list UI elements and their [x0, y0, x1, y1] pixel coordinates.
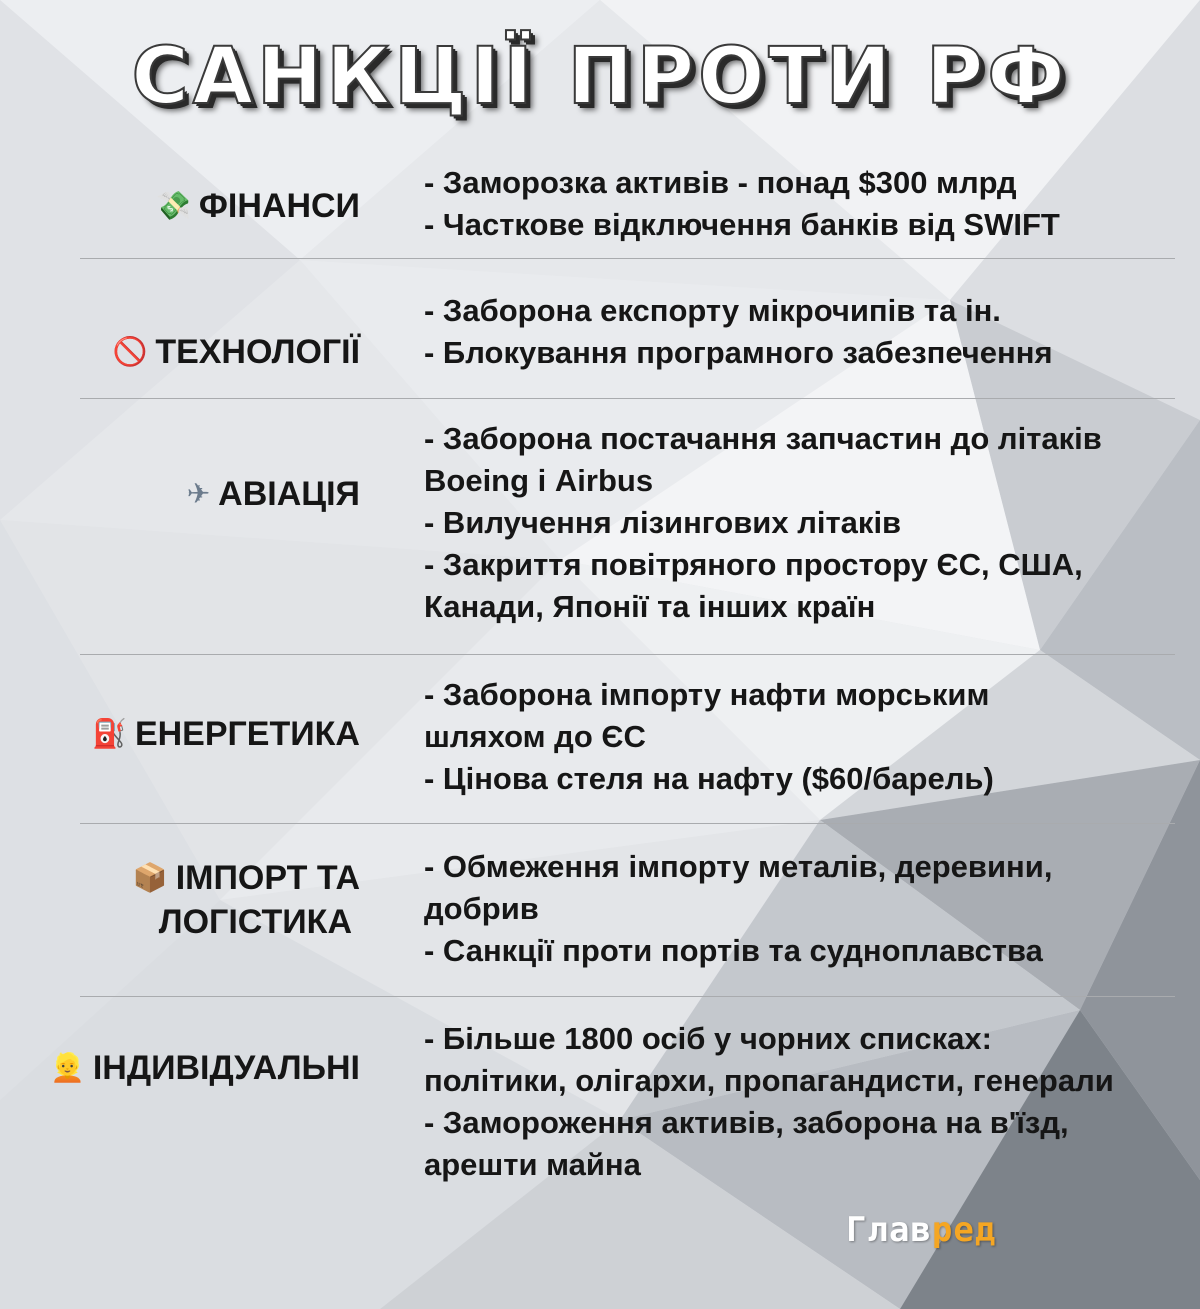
divider	[80, 258, 1175, 259]
divider	[80, 996, 1175, 997]
page-title: САНКЦІЇ ПРОТИ РФ	[131, 32, 1069, 122]
glavred-logo: Главред	[846, 1210, 997, 1250]
category-label-energy: ⛽ ЕНЕРГЕТИКА	[92, 712, 360, 756]
item-text: - Цінова стеля на нафту ($60/барель)	[424, 761, 994, 796]
item-text: - Заморозка активів - понад $300 млрд	[424, 165, 1017, 200]
divider	[80, 398, 1175, 399]
item-text: - Заборона експорту мікрочипів та ін.	[424, 293, 1001, 328]
category-items-individual	[424, 1018, 1194, 1186]
item-text: - Вилучення лізингових літаків	[424, 505, 902, 540]
item-text: - Обмеження імпорту металів, деревини,	[424, 849, 1053, 884]
category-items-technology	[424, 290, 1194, 374]
person-face-icon: 👱	[49, 1051, 85, 1084]
item-text: - Замороження активів, заборона на в'їзд,	[424, 1105, 1069, 1140]
airplane-icon: ✈	[186, 477, 211, 510]
item-text: - Закриття повітряного простору ЄС, США,	[424, 547, 1083, 582]
category-label-technology: 🚫 ТЕХНОЛОГІЇ	[112, 330, 360, 374]
item-text: арешти майна	[424, 1147, 641, 1182]
item-text: - Більше 1800 осіб у чорних списках:	[424, 1021, 992, 1056]
divider	[80, 654, 1175, 655]
item-text: добрив	[424, 891, 539, 926]
category-label-finance: 💸 ФІНАНСИ	[156, 184, 360, 228]
category-items-import-logistics	[424, 846, 1194, 972]
package-icon: 📦	[132, 861, 168, 894]
item-text: шляхом до ЄС	[424, 719, 646, 754]
divider	[80, 823, 1175, 824]
category-items-finance	[424, 162, 1194, 246]
category-items-aviation	[424, 418, 1194, 628]
category-label-individual: 👱 ІНДИВІДУАЛЬНІ	[50, 1046, 360, 1090]
fuel-pump-icon: ⛽	[92, 717, 127, 750]
item-text: - Часткове відключення банків від SWIFT	[424, 207, 1060, 242]
item-text: - Заборона постачання запчастин до літаків	[424, 421, 1102, 456]
item-text: - Блокування програмного забезпечення	[424, 335, 1053, 370]
no-entry-sign-icon: 🚫	[112, 335, 148, 368]
category-items-energy	[424, 674, 1194, 800]
item-text: політики, олігархи, пропагандисти, генерали	[424, 1063, 1114, 1098]
item-text: Канади, Японії та інших країн	[424, 589, 876, 624]
item-text: Boeing і Airbus	[424, 463, 654, 498]
item-text: - Заборона імпорту нафти морським	[424, 677, 990, 712]
category-label-import-logistics: 📦 ІМПОРТ ТА ЛОГІСТИКА	[133, 856, 360, 944]
item-text: - Санкції проти портів та судноплавства	[424, 933, 1043, 968]
category-label-aviation: ✈ АВІАЦІЯ	[187, 472, 360, 516]
money-with-wings-icon: 💸	[156, 189, 191, 222]
